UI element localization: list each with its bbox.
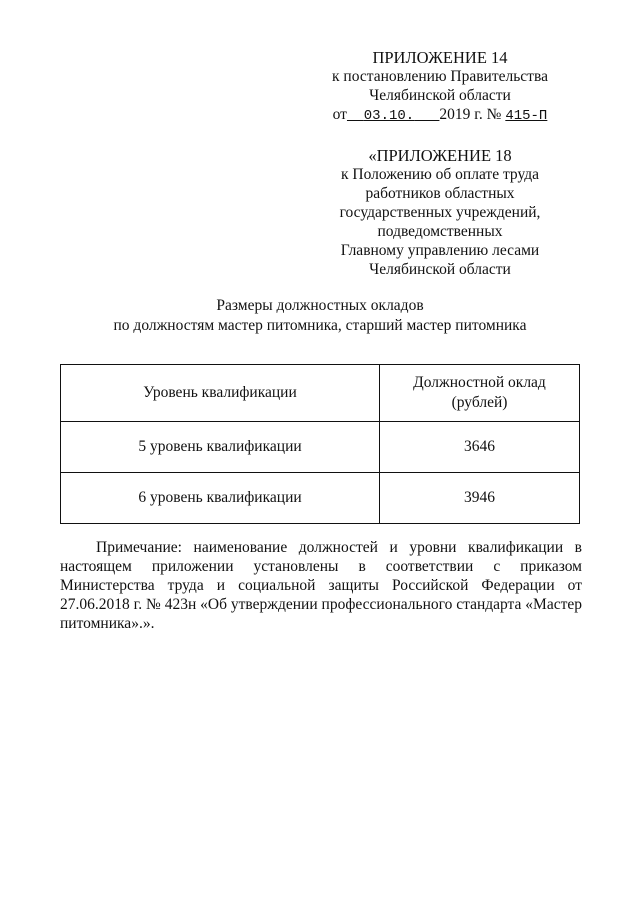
inner-appendix-line: подведомственных <box>377 223 503 240</box>
date-value: 03.10. <box>363 108 415 124</box>
header-level: Уровень квалификации <box>61 365 380 422</box>
cell-level: 5 уровень квалификации <box>61 422 380 473</box>
date-year: 2019 г. № <box>439 106 502 123</box>
appendix-title: ПРИЛОЖЕНИЕ 14 <box>372 48 508 67</box>
appendix-line-2: к постановлению Правительства <box>332 68 548 85</box>
inner-appendix-line: Челябинской области <box>369 261 511 278</box>
inner-appendix-line: Главному управлению лесами <box>340 242 540 259</box>
date-prefix: от <box>332 106 347 123</box>
salary-table <box>60 364 580 524</box>
cell-level: 6 уровень квалификации <box>61 473 380 524</box>
cell-salary: 3946 <box>380 473 580 524</box>
document-heading <box>60 296 580 336</box>
appendix-date-line <box>300 105 580 126</box>
cell-salary: 3646 <box>380 422 580 473</box>
heading-line-2: по должностям мастер питомника, старший мастер питомника <box>113 317 527 334</box>
note-paragraph: Примечание: наименование должностей и уровни квалификации в настоящем приложении установлены в соответствии с приказом Министерства труда и социальной защиты Российской Федерации от 27.06.2018 г. № 423н «Об утверждении профессионального стандарта «Мастер питомника».». <box>60 539 582 632</box>
inner-appendix-line: к Положению об оплате труда <box>340 166 540 183</box>
inner-appendix-line: государственных учреждений, <box>339 204 541 221</box>
inner-appendix-title: «ПРИЛОЖЕНИЕ 18 <box>368 146 512 165</box>
appendix-header <box>300 48 580 279</box>
table-row <box>61 422 580 473</box>
decree-number: 415-П <box>505 108 548 124</box>
inner-appendix-line: работников областных <box>365 185 515 202</box>
table-row <box>61 473 580 524</box>
table-header-row <box>61 365 580 422</box>
heading-line-1: Размеры должностных окладов <box>216 297 424 314</box>
header-salary: Должностной оклад (рублей) <box>380 365 580 422</box>
appendix-line-3: Челябинской области <box>369 87 511 104</box>
